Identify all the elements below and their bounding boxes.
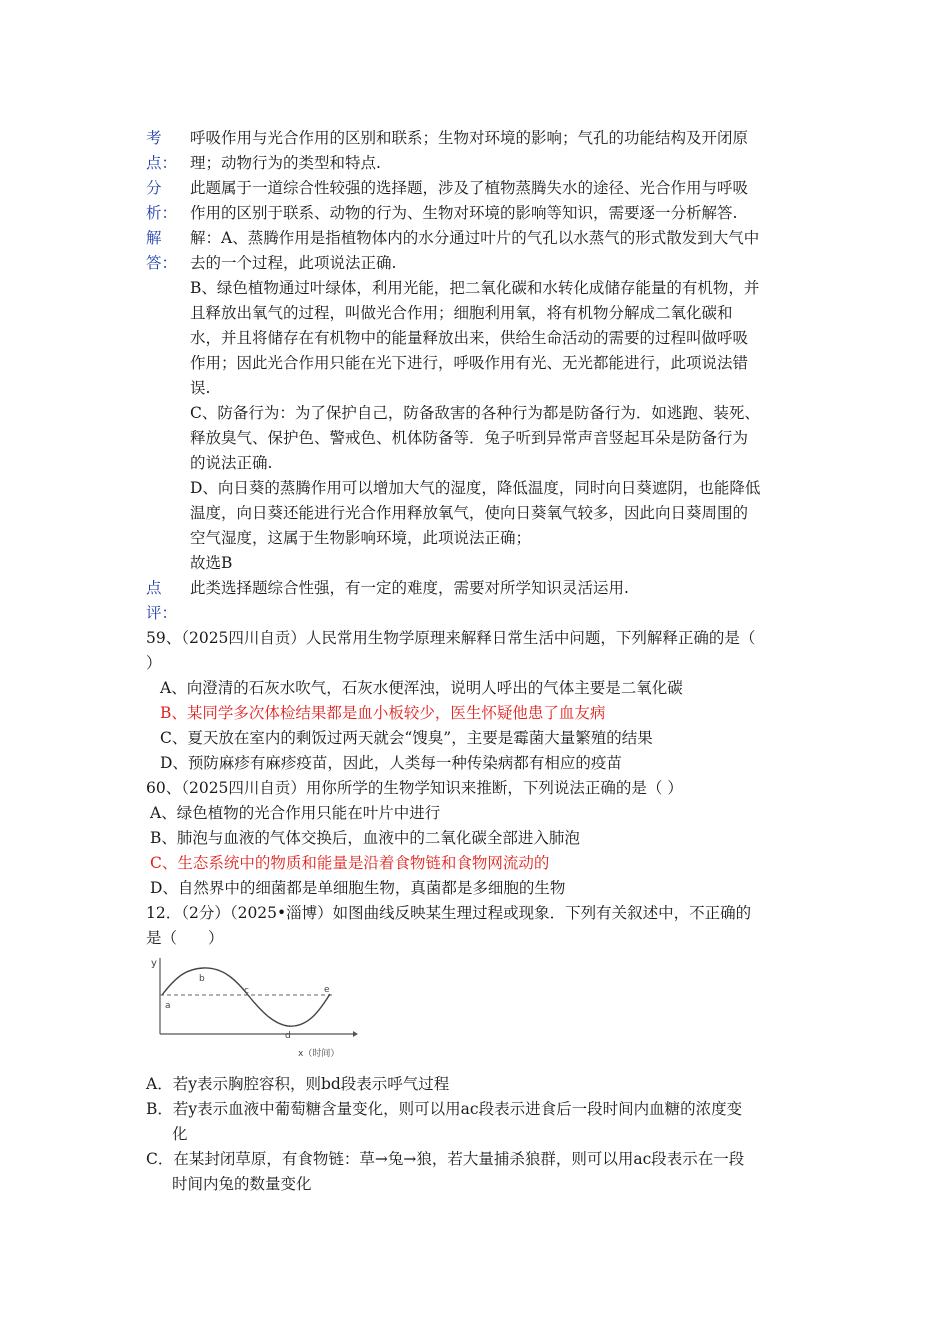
q12-option-c: C．在某封闭草原，有食物链：草→兔→狼，若大量捕杀狼群，则可以用ac段表示在一段: [146, 1150, 745, 1168]
q12-stem: 12．（2分）（2025•淄博）如图曲线反映某生理过程或现象．下列有关叙述中，不正确的: [146, 904, 752, 922]
point-label-b: b: [199, 974, 205, 984]
x-axis-arrow-icon: [353, 1031, 358, 1037]
x-axis-label: x（时间）: [298, 1049, 340, 1059]
q12-option-b: B．若y表示血液中葡萄糖含量变化，则可以用ac段表示进食后一段时间内血糖的浓度变: [146, 1100, 743, 1118]
q59-option-b-answer: B、某同学多次体检结果都是血小板较少，医生怀疑他患了血友病: [160, 704, 606, 722]
jieda-line: B、绿色植物通过叶绿体，利用光能，把二氧化碳和水转化成储存能量的有机物，并: [190, 279, 760, 297]
jieda-line: 去的一个过程，此项说法正确.: [190, 254, 397, 272]
kaodian-text: 呼吸作用与光合作用的区别和联系；生物对环境的影响；气孔的功能结构及开闭原: [190, 129, 749, 147]
q60-option-b: B、肺泡与血液的气体交换后，血液中的二氧化碳全部进入肺泡: [150, 829, 580, 847]
q60-option-c-answer: C、生态系统中的物质和能量是沿着食物链和食物网流动的: [150, 854, 550, 872]
q12-option-a: A．若y表示胸腔容积，则bd段表示呼气过程: [146, 1075, 450, 1093]
dianping-label: 评：: [146, 604, 178, 622]
dianping-label: 点: [146, 579, 162, 597]
q12-option-b-cont: 化: [172, 1125, 188, 1143]
fenxi-label: 析：: [146, 204, 178, 222]
jieda-line: 误.: [190, 379, 211, 397]
point-label-c: c: [244, 986, 249, 996]
jieda-line: 故选B: [190, 554, 233, 572]
jieda-line: 温度，向日葵还能进行光合作用释放氧气，使向日葵氧气较多，因此向日葵周围的: [190, 504, 749, 522]
point-label-d: d: [285, 1031, 291, 1041]
jieda-line: 空气湿度，这属于生物影响环境，此项说法正确；: [190, 529, 532, 547]
jieda-line: C、防备行为：为了保护自己，防备敌害的各种行为都是防备行为．如逃跑、装死、: [190, 404, 760, 422]
q59-option-c: C、夏天放在室内的剩饭过两天就会“馊臭”，主要是霉菌大量繁殖的结果: [160, 729, 653, 747]
kaodian-label: 考: [146, 129, 162, 147]
q12-stem: 是（ ）: [146, 929, 224, 947]
jieda-line: 的说法正确.: [190, 454, 273, 472]
q59-stem: 59、（2025四川自贡）人民常用生物学原理来解释日常生活中问题，下列解释正确的是（: [146, 629, 756, 647]
q60-option-a: A、绿色植物的光合作用只能在叶片中进行: [150, 804, 441, 822]
fenxi-text: 此题属于一道综合性较强的选择题，涉及了植物蒸腾失水的途径、光合作用与呼吸: [190, 179, 749, 197]
kaodian-text: 理；动物行为的类型和特点.: [190, 154, 381, 172]
jieda-line: 释放臭气、保护色、警戒色、机体防备等．兔子听到异常声音竖起耳朵是防备行为: [190, 429, 749, 447]
dianping-text: 此类选择题综合性强，有一定的难度，需要对所学知识灵活运用.: [190, 579, 629, 597]
jieda-line: 水，并且将储存在有机物中的能量释放出来，供给生命活动的需要的过程叫做呼吸: [190, 329, 749, 347]
q60-stem: 60、（2025四川自贡）用你所学的生物学知识来推断，下列说法正确的是（ ）: [146, 779, 683, 797]
fenxi-label: 分: [146, 179, 162, 197]
jieda-line: D、向日葵的蒸腾作用可以增加大气的湿度，降低温度，同时向日葵遮阴，也能降低: [190, 479, 761, 497]
q59-option-a: A、向澄清的石灰水吹气，石灰水便浑浊，说明人呼出的气体主要是二氧化碳: [160, 679, 683, 697]
y-axis-label: y: [151, 958, 157, 969]
kaodian-label: 点：: [146, 154, 178, 172]
jieda-line: 作用；因此光合作用只能在光下进行，呼吸作用有光、无光都能进行，此项说法错: [190, 354, 749, 372]
fenxi-text: 作用的区别于联系、动物的行为、生物对环境的影响等知识，需要逐一分析解答.: [190, 204, 738, 222]
jieda-line: 解：A、蒸腾作用是指植物体内的水分通过叶片的气孔以水蒸气的形式散发到大气中: [190, 229, 760, 247]
point-label-a: a: [165, 1001, 171, 1011]
physiology-curve: [162, 968, 330, 1026]
q60-option-d: D、自然界中的细菌都是单细胞生物，真菌都是多细胞的生物: [150, 879, 566, 897]
jieda-label: 答：: [146, 254, 178, 272]
jieda-label: 解: [146, 229, 162, 247]
q59-option-d: D、预防麻疹有麻疹疫苗，因此，人类每一种传染病都有相应的疫苗: [160, 754, 622, 772]
jieda-line: 且释放出氧气的过程，叫做光合作用；细胞利用氧，将有机物分解成二氧化碳和: [190, 304, 733, 322]
q12-option-c-cont: 时间内兔的数量变化: [172, 1175, 312, 1193]
q59-stem: ）: [146, 654, 162, 672]
curve-figure: [148, 952, 358, 1067]
point-label-e: e: [324, 985, 330, 995]
